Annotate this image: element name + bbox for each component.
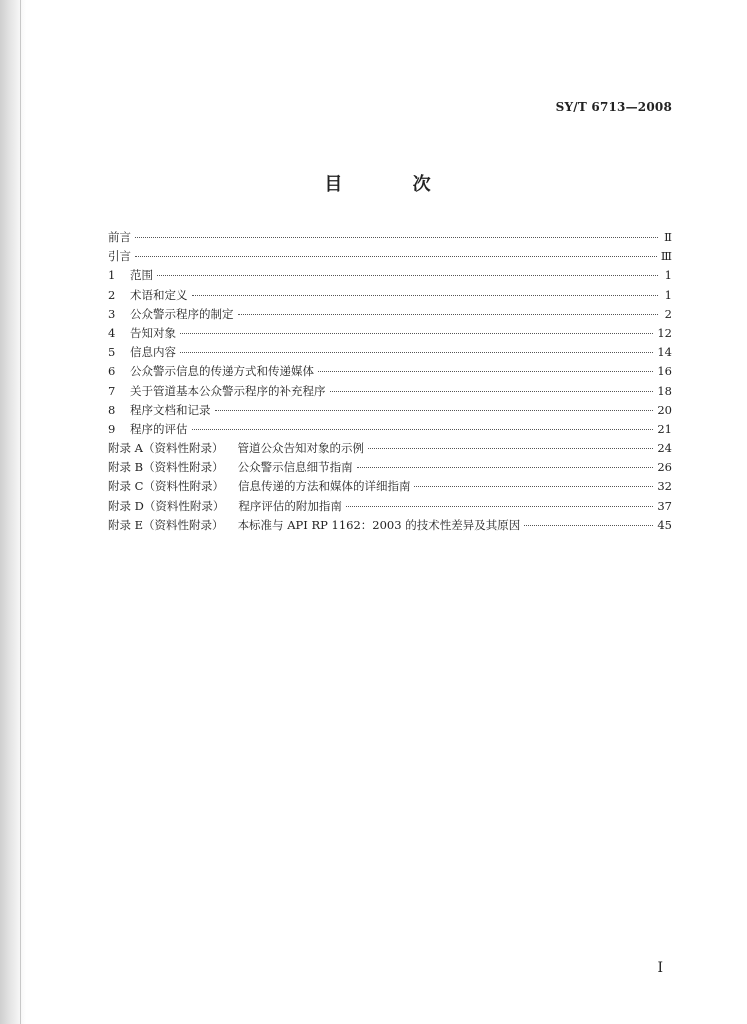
toc-entry-page: 1 [664, 287, 672, 302]
toc-entry-number: 6 [108, 364, 116, 379]
toc-entry[interactable] [108, 248, 672, 267]
toc-entry-label: 本标准与 API RP 1162：2003 的技术性差异及其原因 [237, 517, 521, 532]
toc-entry[interactable] [108, 363, 672, 382]
toc-entry-number: 5 [108, 345, 116, 360]
toc-entry[interactable] [108, 287, 672, 306]
toc-entry-page: 2 [664, 306, 672, 321]
toc-entry-label: 前言 [108, 230, 131, 244]
page-title: 目 次 [324, 174, 463, 195]
toc-entry-label: 公众警示信息的传递方式和传递媒体 [130, 364, 314, 379]
toc-entry[interactable] [108, 402, 672, 421]
toc-entry-page: 21 [657, 421, 672, 436]
toc-entry-page: 24 [657, 441, 672, 456]
toc-entry-appendix: 附录 D（资料性附录） [108, 498, 225, 513]
toc-entry-number: 7 [108, 383, 116, 398]
toc-entry-number: 2 [108, 287, 116, 302]
toc-entry-number: 3 [108, 306, 116, 321]
toc-entry-label: 程序评估的附加指南 [238, 498, 342, 513]
toc-entry[interactable] [108, 421, 672, 440]
toc-dot-leader [330, 391, 654, 392]
page-number: I [657, 960, 663, 976]
toc-entry-label: 关于管道基本公众警示程序的补充程序 [130, 383, 326, 398]
toc-entry-number: 1 [108, 268, 116, 283]
toc-entry-label: 引言 [108, 249, 131, 264]
toc-entry-number: 4 [108, 325, 116, 340]
toc-entry-page: 18 [657, 383, 672, 398]
toc-dot-leader [414, 486, 653, 487]
toc-entry-page: Ⅲ [660, 249, 672, 264]
toc-entry[interactable] [108, 498, 672, 517]
toc-entry-page: 32 [657, 479, 672, 494]
toc-entry-number: 8 [108, 402, 116, 417]
toc-entry[interactable] [108, 440, 672, 459]
toc-entry-number: 9 [108, 421, 116, 436]
toc-entry-label: 公众警示信息细节指南 [237, 460, 353, 475]
toc-entry[interactable] [108, 517, 672, 536]
toc-dot-leader [180, 352, 653, 353]
toc-dot-leader [180, 333, 653, 334]
toc-entry[interactable] [108, 325, 672, 344]
toc-entry[interactable] [108, 267, 672, 286]
toc-dot-leader [357, 467, 654, 468]
toc-entry[interactable] [108, 306, 672, 325]
toc-dot-leader [135, 256, 657, 257]
toc-dot-leader [135, 237, 658, 238]
toc-dot-leader [192, 295, 659, 296]
toc-entry-label: 信息内容 [130, 345, 176, 360]
toc-entry-appendix: 附录 A（资料性附录） [108, 441, 224, 456]
toc-dot-leader [215, 410, 654, 411]
toc-entry-page: 20 [657, 402, 672, 417]
toc-entry-page: 12 [657, 325, 672, 340]
toc-dot-leader [524, 525, 653, 526]
table-of-contents [108, 229, 672, 536]
toc-entry-page: 1 [664, 268, 672, 283]
toc-entry[interactable] [108, 383, 672, 402]
toc-entry-label: 信息传递的方法和媒体的详细指南 [237, 479, 411, 494]
toc-entry-page: 16 [657, 364, 672, 379]
toc-entry[interactable] [108, 229, 672, 248]
toc-entry-label: 程序文档和记录 [130, 402, 211, 417]
toc-entry-label: 公众警示程序的制定 [130, 306, 234, 321]
toc-entry-label: 范围 [130, 268, 153, 283]
toc-entry[interactable] [108, 344, 672, 363]
toc-entry[interactable] [108, 478, 672, 497]
toc-entry-label: 告知对象 [130, 325, 176, 340]
toc-entry-label: 管道公众告知对象的示例 [237, 441, 364, 456]
toc-entry-page: Ⅱ [664, 230, 672, 244]
standard-code: SY/T 6713—2008 [555, 100, 672, 114]
toc-dot-leader [318, 371, 653, 372]
toc-dot-leader [157, 275, 658, 276]
toc-entry-appendix: 附录 C（资料性附录） [108, 479, 224, 494]
toc-entry-page: 37 [657, 498, 672, 513]
toc-entry-appendix: 附录 B（资料性附录） [108, 460, 224, 475]
toc-entry-page: 14 [657, 345, 672, 360]
page-binding-edge [0, 0, 26, 1024]
toc-dot-leader [346, 506, 653, 507]
binding-line [20, 0, 21, 1024]
toc-dot-leader [238, 314, 659, 315]
toc-entry-page: 26 [657, 460, 672, 475]
toc-entry-appendix: 附录 E（资料性附录） [108, 517, 224, 532]
toc-entry-label: 术语和定义 [130, 287, 188, 302]
toc-entry-label: 程序的评估 [130, 421, 188, 436]
toc-dot-leader [192, 429, 654, 430]
toc-entry-page: 45 [657, 517, 672, 532]
toc-entry[interactable] [108, 459, 672, 478]
toc-dot-leader [368, 448, 653, 449]
